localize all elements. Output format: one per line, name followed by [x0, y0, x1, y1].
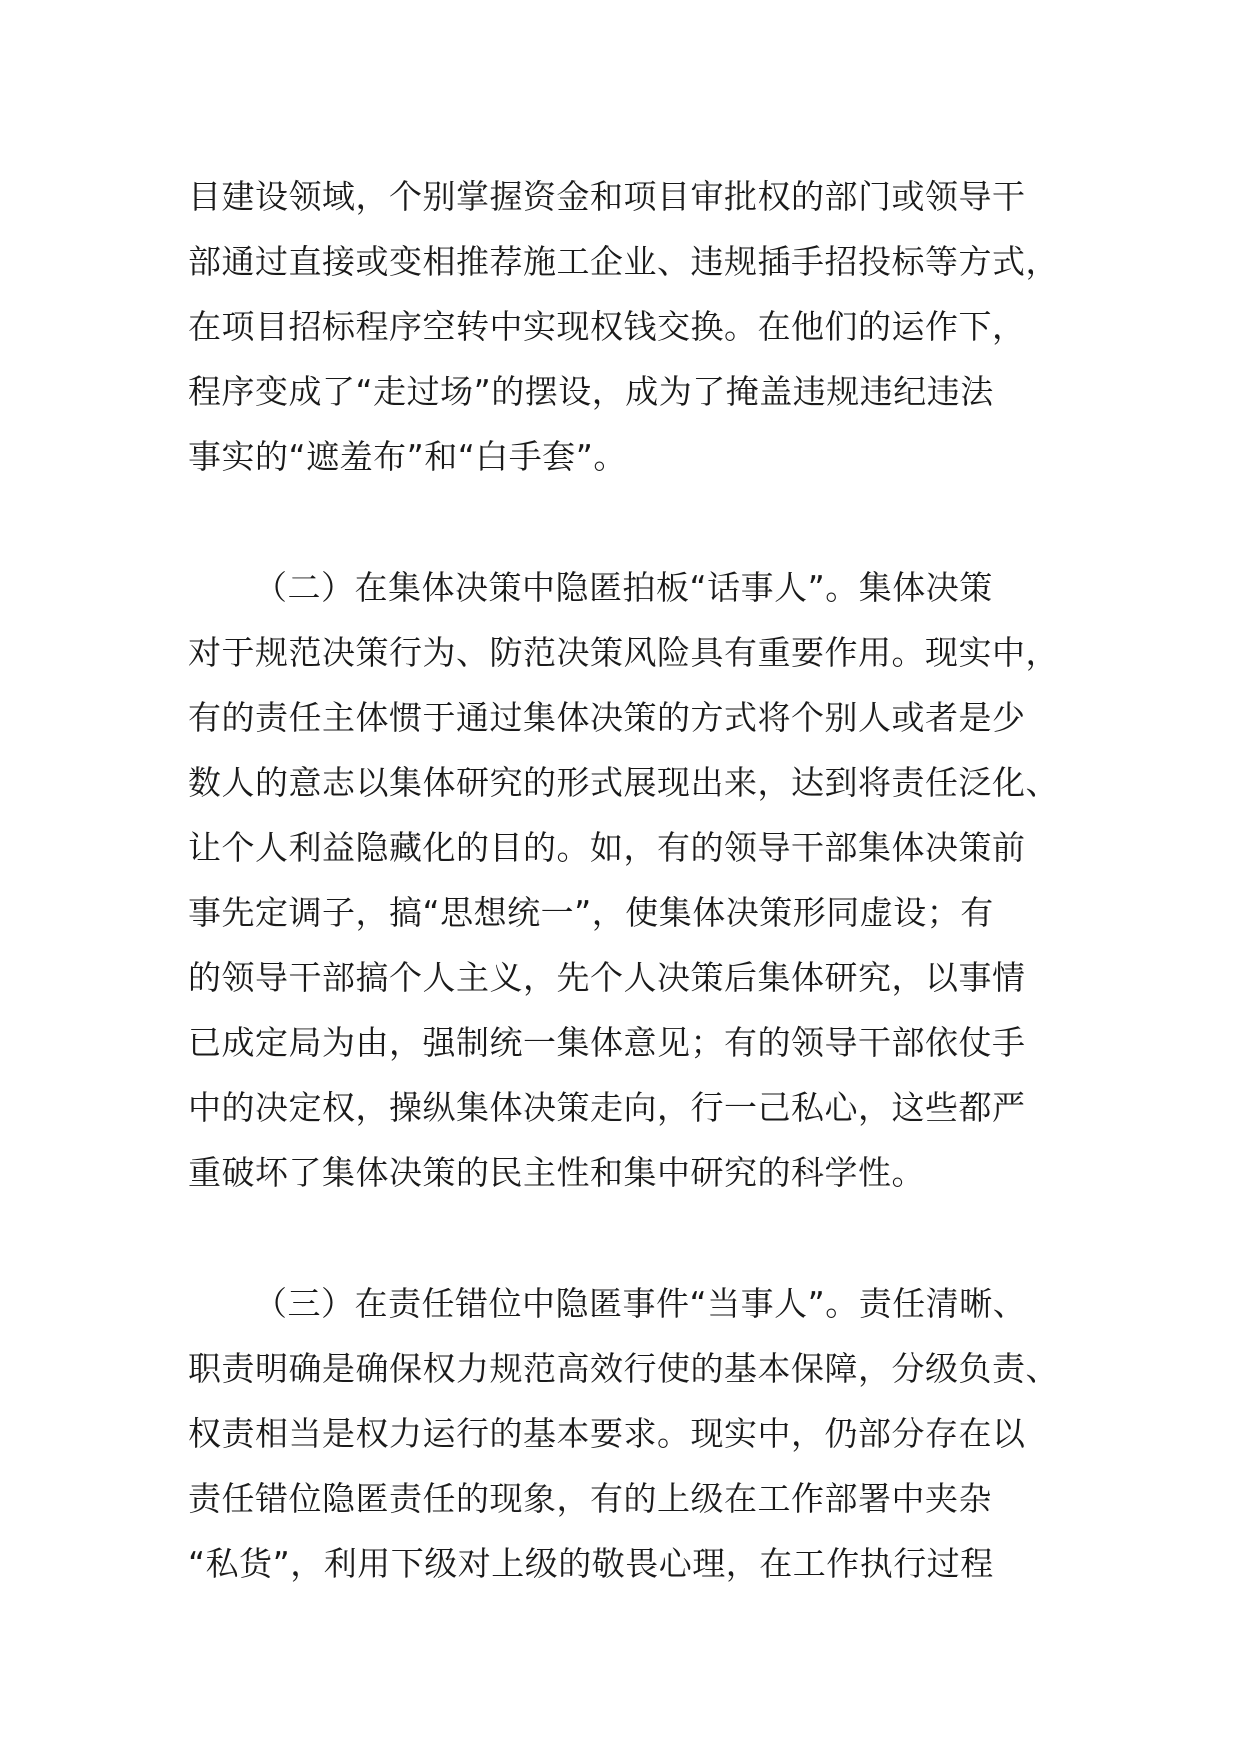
text-line: 的领导干部搞个人主义，先个人决策后集体研究，以事情 [188, 958, 1026, 997]
text-line: 重破坏了集体决策的民主性和集中研究的科学性。 [188, 1153, 925, 1192]
text-line: 数人的意志以集体研究的形式展现出来，达到将责任泛化、 [188, 763, 1059, 802]
paragraph-2 [188, 555, 1068, 1205]
paragraph-spacer [188, 1205, 1068, 1271]
text-line: 事先定调子，搞“思想统一”，使集体决策形同虚设；有 [188, 893, 994, 932]
text-line: 责任错位隐匿责任的现象，有的上级在工作部署中夹杂 [188, 1479, 992, 1518]
text-line: （二）在集体决策中隐匿拍板“话事人”。集体决策 [254, 568, 993, 607]
text-line: 在项目招标程序空转中实现权钱交换。在他们的运作下， [188, 307, 1026, 346]
document-body [188, 164, 1068, 1596]
text-line: 有的责任主体惯于通过集体决策的方式将个别人或者是少 [188, 698, 1026, 737]
text-line: 中的决定权，操纵集体决策走向，行一己私心，这些都严 [188, 1088, 1026, 1127]
text-line: 已成定局为由，强制统一集体意见；有的领导干部依仗手 [188, 1023, 1026, 1062]
text-line: 对于规范决策行为、防范决策风险具有重要作用。现实中， [188, 633, 1059, 672]
text-line: （三）在责任错位中隐匿事件“当事人”。责任清晰、 [254, 1284, 1027, 1323]
paragraph-spacer [188, 489, 1068, 555]
text-line: 权责相当是权力运行的基本要求。现实中，仍部分存在以 [188, 1414, 1026, 1453]
text-line: 目建设领域，个别掌握资金和项目审批权的部门或领导干 [188, 177, 1026, 216]
text-line: 职责明确是确保权力规范高效行使的基本保障，分级负责、 [188, 1349, 1059, 1388]
text-line: 程序变成了“走过场”的摆设，成为了掩盖违规违纪违法 [188, 372, 994, 411]
text-line: 事实的“遮羞布”和“白手套”。 [188, 437, 627, 476]
text-line: 部通过直接或变相推荐施工企业、违规插手招投标等方式， [188, 242, 1059, 281]
text-line: “私货”，利用下级对上级的敬畏心理，在工作执行过程 [188, 1544, 994, 1583]
text-line: 让个人利益隐藏化的目的。如，有的领导干部集体决策前 [188, 828, 1026, 867]
paragraph-3 [188, 1271, 1068, 1596]
paragraph-1 [188, 164, 1068, 489]
